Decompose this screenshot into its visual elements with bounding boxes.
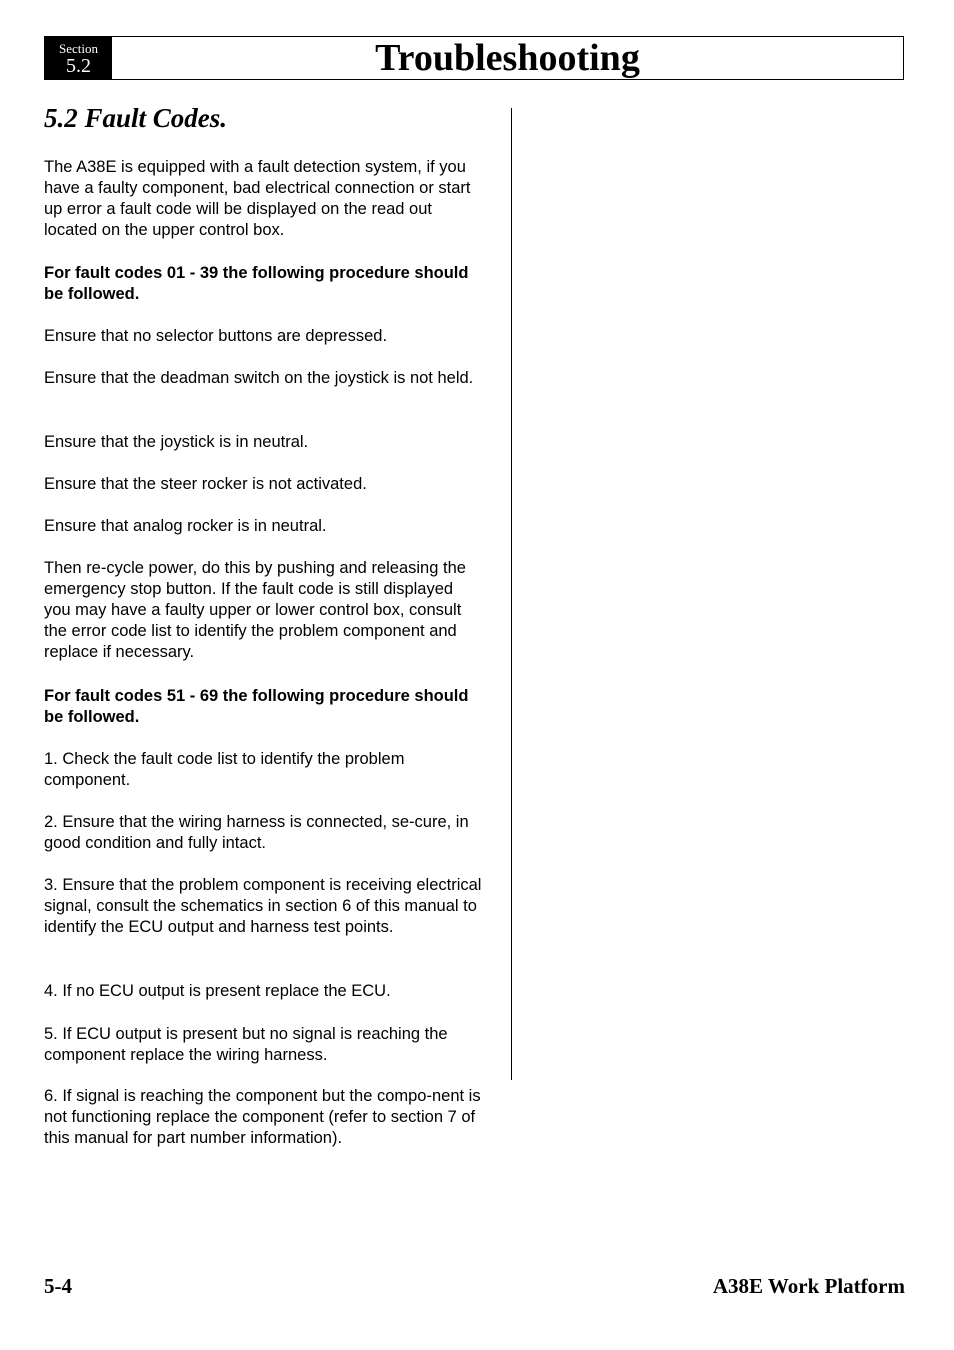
product-name: A38E Work Platform — [712, 1274, 905, 1298]
ensure-item: Ensure that the joystick is in neutral. — [44, 433, 309, 451]
page-header — [44, 36, 904, 80]
step-item: 5. If ECU output is present but no signal is reaching the component replace the wiring harness. — [44, 1025, 448, 1064]
step-item: 2. Ensure that the wiring harness is connected, se-cure, in good condition and fully intact. — [44, 813, 469, 852]
section-number: 5.2 — [66, 55, 91, 77]
intro-paragraph: The A38E is equipped with a fault detection system, if you have a faulty component, bad electrical connection or start up error a fault code will be displayed on the read out located on the upper control box. — [44, 158, 471, 239]
section-label: Section — [59, 41, 98, 56]
step-item: 4. If no ECU output is present replace the ECU. — [44, 982, 391, 1000]
ensure-item: Ensure that the steer rocker is not activated. — [44, 475, 367, 493]
procedure-2-heading: For fault codes 51 - 69 the following procedure should be followed. — [44, 687, 469, 726]
ensure-item: Ensure that the deadman switch on the joystick is not held. — [44, 369, 474, 387]
column-divider — [511, 108, 512, 1080]
ensure-item: Ensure that no selector buttons are depressed. — [44, 327, 388, 345]
step-item: 3. Ensure that the problem component is receiving electrical signal, consult the schematics in section 6 of this manual to identify the ECU output and harness test points. — [44, 876, 482, 936]
step-item: 1. Check the fault code list to identify the problem component. — [44, 750, 405, 789]
page-title: Troubleshooting — [375, 37, 640, 79]
section-tag — [45, 37, 112, 80]
recycle-paragraph: Then re-cycle power, do this by pushing and releasing the emergency stop button. If the fault code is still displayed you may have a faulty upper or lower control box, consult the error code list to identify the problem component and replace if necessary. — [44, 559, 466, 661]
ensure-item: Ensure that analog rocker is in neutral. — [44, 517, 327, 535]
section-heading: 5.2 Fault Codes. — [44, 103, 228, 133]
step-item: 6. If signal is reaching the component but the compo-nent is not functioning replace the component (refer to section 7 of this manual for part number information). — [44, 1087, 481, 1147]
procedure-1-heading: For fault codes 01 - 39 the following procedure should be followed. — [44, 264, 469, 303]
page-number: 5-4 — [44, 1274, 72, 1298]
